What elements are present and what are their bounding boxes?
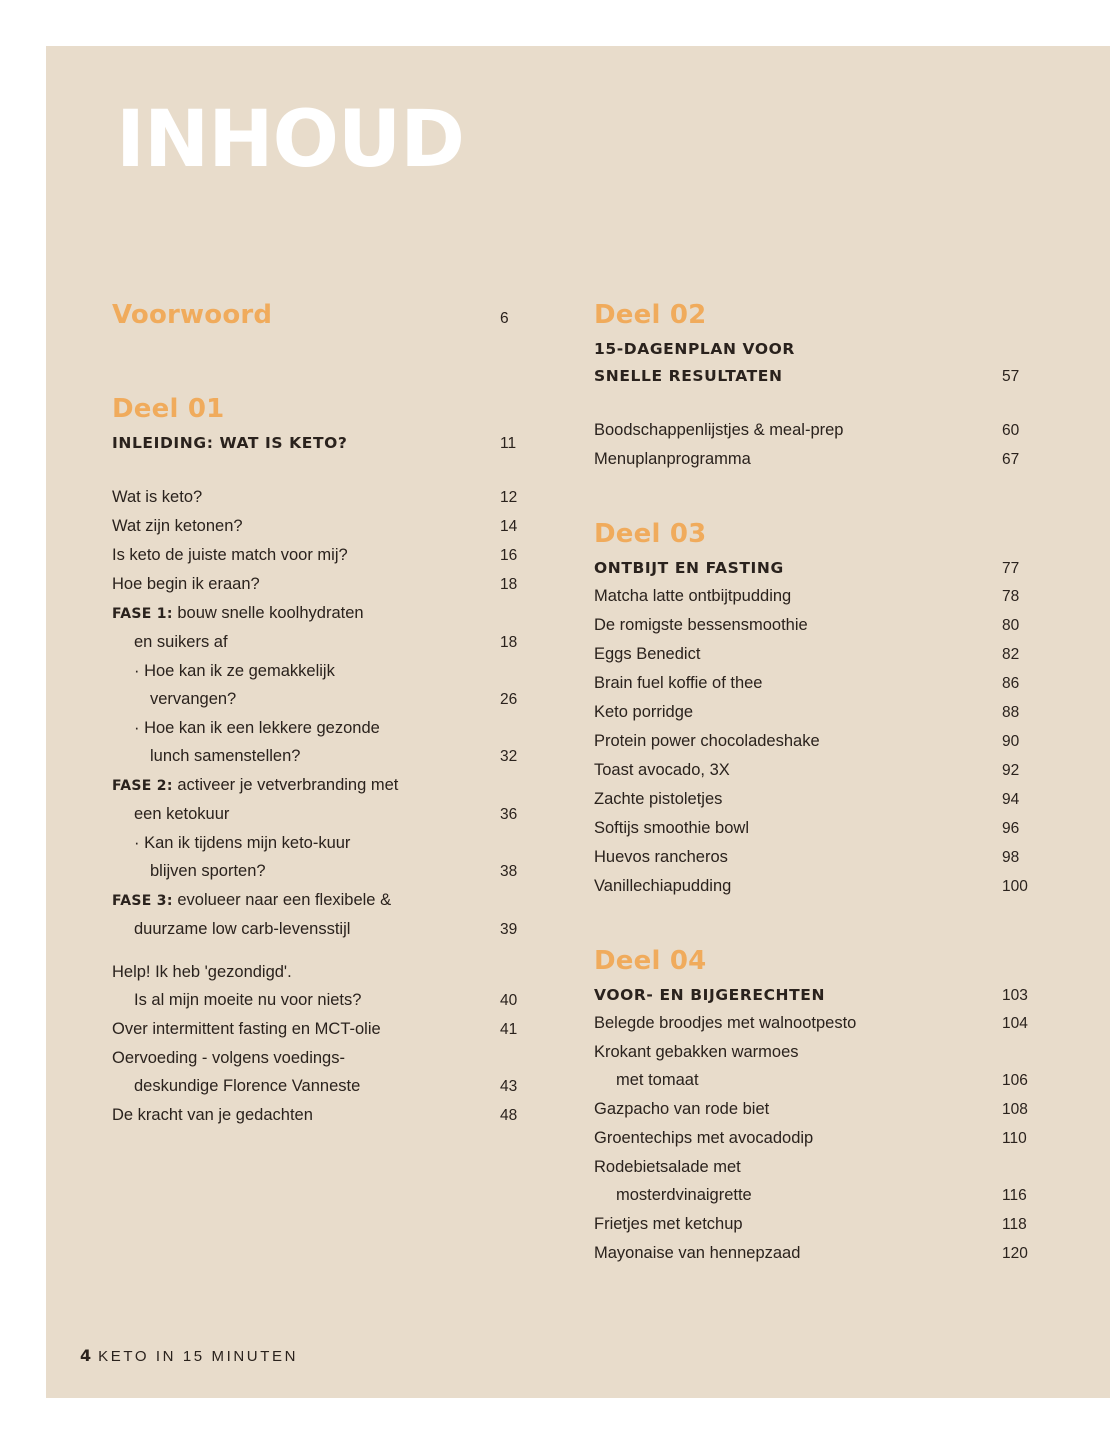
toc-entry[interactable] [112, 857, 546, 886]
toc-entry-page: 67 [1002, 450, 1020, 468]
toc-entry-label: Hoe begin ik eraan? [112, 574, 260, 593]
toc-entry-page: 120 [1002, 1244, 1028, 1262]
toc-entry-page: 40 [500, 991, 518, 1009]
toc-entry[interactable] [594, 582, 1046, 611]
toc-right-column [546, 301, 1046, 1268]
toc-entry[interactable] [594, 843, 1046, 872]
toc-entry-label: Mayonaise van hennepzaad [594, 1243, 801, 1262]
toc-entry[interactable] [594, 698, 1046, 727]
toc-entry-label: duurzame low carb-levensstijl [134, 919, 351, 938]
toc-entry[interactable] [112, 512, 546, 541]
toc-entry-label: Frietjes met ketchup [594, 1214, 743, 1233]
deel01-entry-list [112, 483, 546, 944]
toc-entry[interactable] [112, 1044, 546, 1072]
toc-entry-label: met tomaat [616, 1070, 699, 1089]
deel03-heading-row[interactable] [594, 555, 1046, 582]
toc-entry-label: een ketokuur [134, 804, 230, 823]
deel02-title: Deel 02 [594, 300, 707, 330]
toc-entry[interactable] [112, 986, 546, 1015]
toc-entry[interactable] [594, 785, 1046, 814]
toc-entry[interactable] [112, 685, 546, 714]
deel02-heading-page: 57 [1002, 367, 1020, 385]
toc-entry[interactable] [594, 1095, 1046, 1124]
toc-entry-label: mosterdvinaigrette [616, 1185, 752, 1204]
toc-entry-page: 78 [1002, 587, 1020, 605]
toc-entry[interactable] [112, 1015, 546, 1044]
toc-entry[interactable] [594, 1066, 1046, 1095]
toc-entry[interactable] [594, 1038, 1046, 1066]
deel04-heading: VOOR- EN BIJGERECHTEN [594, 985, 826, 1004]
toc-left-column [46, 301, 546, 1268]
toc-entry-label: Wat zijn ketonen? [112, 516, 243, 535]
toc-entry-page: 106 [1002, 1071, 1028, 1089]
toc-entry-page: 26 [500, 690, 518, 708]
toc-entry-label: blijven sporten? [150, 861, 266, 880]
toc-entry[interactable] [594, 756, 1046, 785]
deel02-heading-line1: 15-DAGENPLAN VOOR [594, 339, 795, 358]
toc-entry-label: Belegde broodjes met walnootpesto [594, 1013, 857, 1032]
deel02-entry-list [594, 416, 1046, 474]
toc-entry[interactable] [112, 915, 546, 944]
toc-entry-label: Rodebietsalade met [594, 1157, 741, 1176]
toc-entry[interactable] [112, 657, 546, 685]
toc-entry-label: en suikers af [134, 632, 228, 651]
toc-entry[interactable] [112, 714, 546, 742]
toc-columns [46, 301, 1110, 1268]
toc-entry-page: 80 [1002, 616, 1020, 634]
toc-entry-label: · Kan ik tijdens mijn keto-kuur [134, 833, 351, 852]
toc-entry-page: 12 [500, 488, 518, 506]
toc-entry[interactable] [594, 669, 1046, 698]
toc-entry-label: Protein power chocoladeshake [594, 731, 820, 750]
toc-entry-fase-label: FASE 1: [112, 605, 173, 622]
deel04-entry-list [594, 1009, 1046, 1268]
toc-entry-label: Is keto de juiste match voor mij? [112, 545, 348, 564]
deel01-heading-row[interactable] [112, 430, 546, 457]
toc-entry-page: 96 [1002, 819, 1020, 837]
toc-entry-page: 36 [500, 805, 518, 823]
section-voorwoord [112, 301, 546, 333]
toc-entry[interactable] [594, 1153, 1046, 1181]
toc-entry[interactable] [594, 872, 1046, 901]
toc-entry-label: lunch samenstellen? [150, 746, 301, 765]
page-title: INHOUD [116, 95, 464, 185]
footer [80, 1346, 298, 1365]
toc-entry-page: 90 [1002, 732, 1020, 750]
deel01-title: Deel 01 [112, 394, 225, 424]
toc-entry[interactable] [594, 814, 1046, 843]
toc-entry-label: Groentechips met avocadodip [594, 1128, 814, 1147]
toc-entry-label: Krokant gebakken warmoes [594, 1042, 799, 1061]
toc-entry-label: De romigste bessensmoothie [594, 615, 808, 634]
toc-entry-label: Wat is keto? [112, 487, 203, 506]
list-gap [112, 944, 546, 958]
footer-page-number: 4 [80, 1346, 92, 1365]
toc-entry-label: FASE 1: bouw snelle koolhydraten [112, 603, 364, 622]
toc-entry-page: 104 [1002, 1014, 1028, 1032]
toc-entry-label: vervangen? [150, 689, 237, 708]
toc-entry-label: Huevos rancheros [594, 847, 728, 866]
toc-entry-page: 100 [1002, 877, 1028, 895]
list-gap [594, 390, 1046, 416]
toc-entry-page: 110 [1002, 1129, 1027, 1147]
toc-entry-label: Gazpacho van rode biet [594, 1099, 770, 1118]
toc-entry[interactable] [112, 1072, 546, 1101]
toc-entry-label: Over intermittent fasting en MCT-olie [112, 1019, 381, 1038]
toc-entry-label: Toast avocado, 3X [594, 760, 730, 779]
toc-entry-page: 60 [1002, 421, 1020, 439]
toc-entry-page: 18 [500, 575, 518, 593]
deel03-heading: ONTBIJT EN FASTING [594, 558, 784, 577]
toc-entry[interactable] [112, 958, 546, 986]
section-deel01 [112, 395, 546, 1130]
toc-entry[interactable] [594, 1009, 1046, 1038]
toc-entry-label: Keto porridge [594, 702, 694, 721]
section-gap [594, 901, 1046, 947]
section-gap [112, 333, 546, 395]
toc-page [46, 46, 1110, 1398]
toc-entry[interactable] [112, 742, 546, 771]
toc-entry-page: 108 [1002, 1100, 1028, 1118]
toc-entry-label: Menuplanprogramma [594, 449, 751, 468]
toc-entry[interactable] [594, 445, 1046, 474]
toc-entry-page: 14 [500, 517, 518, 535]
toc-entry-label: Is al mijn moeite nu voor niets? [134, 990, 362, 1009]
toc-entry-label: Eggs Benedict [594, 644, 701, 663]
toc-entry-page: 98 [1002, 848, 1020, 866]
toc-entry-label: FASE 2: activeer je vetverbranding met [112, 775, 399, 794]
list-gap [112, 457, 546, 483]
deel04-heading-row[interactable] [594, 982, 1046, 1009]
deel04-title: Deel 04 [594, 945, 707, 976]
toc-entry[interactable] [112, 570, 546, 599]
toc-entry-fase-label: FASE 3: [112, 892, 173, 909]
toc-entry[interactable] [594, 1124, 1046, 1153]
toc-entry[interactable] [112, 541, 546, 570]
toc-entry[interactable] [594, 727, 1046, 756]
toc-entry[interactable] [112, 771, 546, 800]
toc-entry[interactable] [594, 640, 1046, 669]
toc-entry-fase-label: FASE 2: [112, 777, 173, 794]
toc-entry[interactable] [594, 416, 1046, 445]
deel03-heading-page: 77 [1002, 559, 1020, 577]
toc-entry-label: Matcha latte ontbijtpudding [594, 586, 792, 605]
toc-entry-page: 86 [1002, 674, 1020, 692]
deel02-heading-row-1 [594, 336, 1046, 363]
toc-entry-label: Softijs smoothie bowl [594, 818, 749, 837]
toc-entry-page: 94 [1002, 790, 1020, 808]
deel01-entry-list-2 [112, 958, 546, 1130]
toc-entry[interactable] [112, 628, 546, 657]
toc-entry[interactable] [112, 483, 546, 512]
toc-entry[interactable] [594, 611, 1046, 640]
toc-entry-page: 92 [1002, 761, 1020, 779]
toc-entry-label: Brain fuel koffie of thee [594, 673, 763, 692]
toc-entry-page: 48 [500, 1106, 518, 1124]
voorwoord-title: Voorwoord [112, 300, 273, 330]
deel01-heading-page: 11 [500, 434, 517, 452]
toc-entry-page: 32 [500, 747, 518, 765]
toc-entry-label: · Hoe kan ik ze gemakkelijk [134, 661, 335, 680]
toc-entry-page: 118 [1002, 1215, 1027, 1233]
toc-entry-page: 43 [500, 1077, 518, 1095]
toc-entry-label: De kracht van je gedachten [112, 1105, 313, 1124]
toc-entry[interactable] [112, 1101, 546, 1130]
toc-entry-label: Oervoeding - volgens voedings- [112, 1048, 345, 1067]
toc-entry[interactable] [594, 1181, 1046, 1210]
toc-entry-label: Help! Ik heb 'gezondigd'. [112, 962, 292, 981]
toc-entry-page: 116 [1002, 1186, 1027, 1204]
voorwoord-row[interactable] [112, 301, 546, 333]
toc-entry-page: 41 [500, 1020, 518, 1038]
toc-entry-page: 88 [1002, 703, 1020, 721]
toc-entry[interactable] [594, 1239, 1046, 1268]
section-gap [594, 474, 1046, 520]
toc-entry-page: 18 [500, 633, 518, 651]
deel03-entry-list [594, 582, 1046, 901]
toc-entry-label: FASE 3: evolueer naar een flexibele & [112, 890, 392, 909]
toc-entry[interactable] [112, 829, 546, 857]
toc-entry[interactable] [112, 800, 546, 829]
section-deel02 [594, 301, 1046, 474]
toc-entry[interactable] [112, 886, 546, 915]
footer-book-title: KETO IN 15 MINUTEN [98, 1348, 299, 1365]
deel01-heading: INLEIDING: WAT IS KETO? [112, 433, 348, 452]
toc-entry-page: 16 [500, 546, 518, 564]
toc-entry-page: 39 [500, 920, 518, 938]
toc-entry[interactable] [112, 599, 546, 628]
toc-entry-label: Boodschappenlijstjes & meal-prep [594, 420, 844, 439]
deel02-heading-line2: SNELLE RESULTATEN [594, 366, 783, 385]
toc-entry-label: Vanillechiapudding [594, 876, 732, 895]
toc-entry[interactable] [594, 1210, 1046, 1239]
section-deel04 [594, 947, 1046, 1268]
deel02-heading-row-2[interactable] [594, 363, 1046, 390]
toc-entry-label: deskundige Florence Vanneste [134, 1076, 361, 1095]
toc-entry-page: 82 [1002, 645, 1020, 663]
voorwoord-page: 6 [500, 310, 509, 327]
section-deel03 [594, 520, 1046, 901]
deel03-title: Deel 03 [594, 518, 707, 549]
toc-entry-page: 38 [500, 862, 518, 880]
toc-entry-label: Zachte pistoletjes [594, 789, 723, 808]
deel04-heading-page: 103 [1002, 986, 1028, 1004]
toc-entry-label: · Hoe kan ik een lekkere gezonde [134, 718, 380, 737]
